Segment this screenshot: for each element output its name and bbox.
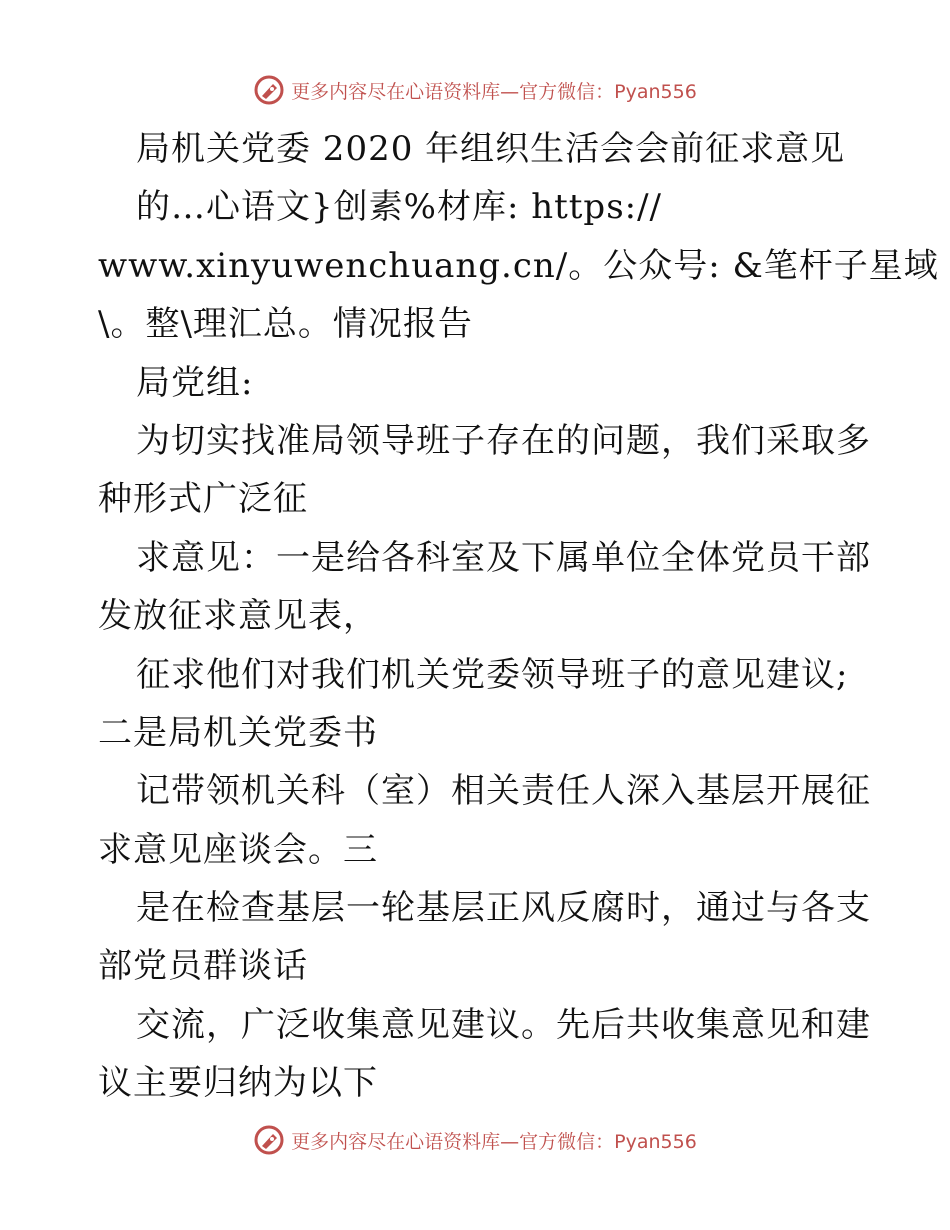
text-line: www.xinyuwenchuang.cn/。公众号: &笔杆子星域 xyxy=(98,245,939,286)
text-line: \。整\理汇总。情况报告 xyxy=(98,304,473,345)
watermark-text: 更多内容尽在心语资料库—官方微信：Pyan556 xyxy=(291,80,697,103)
text-line: 的…心语文}创素%材库: https:// xyxy=(136,187,663,228)
text-line: 议主要归纳为以下 xyxy=(98,1063,378,1104)
text-line: 发放征求意见表， xyxy=(98,596,378,637)
text-line: 交流，广泛收集意见建议。先后共收集意见和建 xyxy=(136,1004,871,1045)
text-line: 求意见：一是给各科室及下属单位全体党员干部 xyxy=(136,537,871,578)
text-line: 为切实找准局领导班子存在的问题，我们采取多 xyxy=(136,420,871,461)
text-line: 局党组: xyxy=(136,362,254,403)
text-line: 部党员群谈话 xyxy=(98,946,308,987)
pen-nib-logo-icon xyxy=(253,74,285,106)
footer-watermark xyxy=(0,1120,950,1160)
text-line: 种形式广泛征 xyxy=(98,479,308,520)
text-line: 局机关党委 2020 年组织生活会会前征求意见 xyxy=(136,129,846,169)
header-watermark xyxy=(0,70,950,110)
watermark-text: 更多内容尽在心语资料库—官方微信：Pyan556 xyxy=(291,1130,697,1153)
document-body xyxy=(98,120,939,1113)
text-line: 求意见座谈会。三 xyxy=(98,829,378,870)
pen-nib-logo-icon xyxy=(253,1124,285,1156)
text-line: 记带领机关科（室）相关责任人深入基层开展征 xyxy=(136,771,871,812)
text-line: 二是局机关党委书 xyxy=(98,712,378,753)
text-line: 征求他们对我们机关党委领导班子的意见建议; xyxy=(136,654,849,695)
text-line: 是在检查基层一轮基层正风反腐时，通过与各支 xyxy=(136,888,871,929)
